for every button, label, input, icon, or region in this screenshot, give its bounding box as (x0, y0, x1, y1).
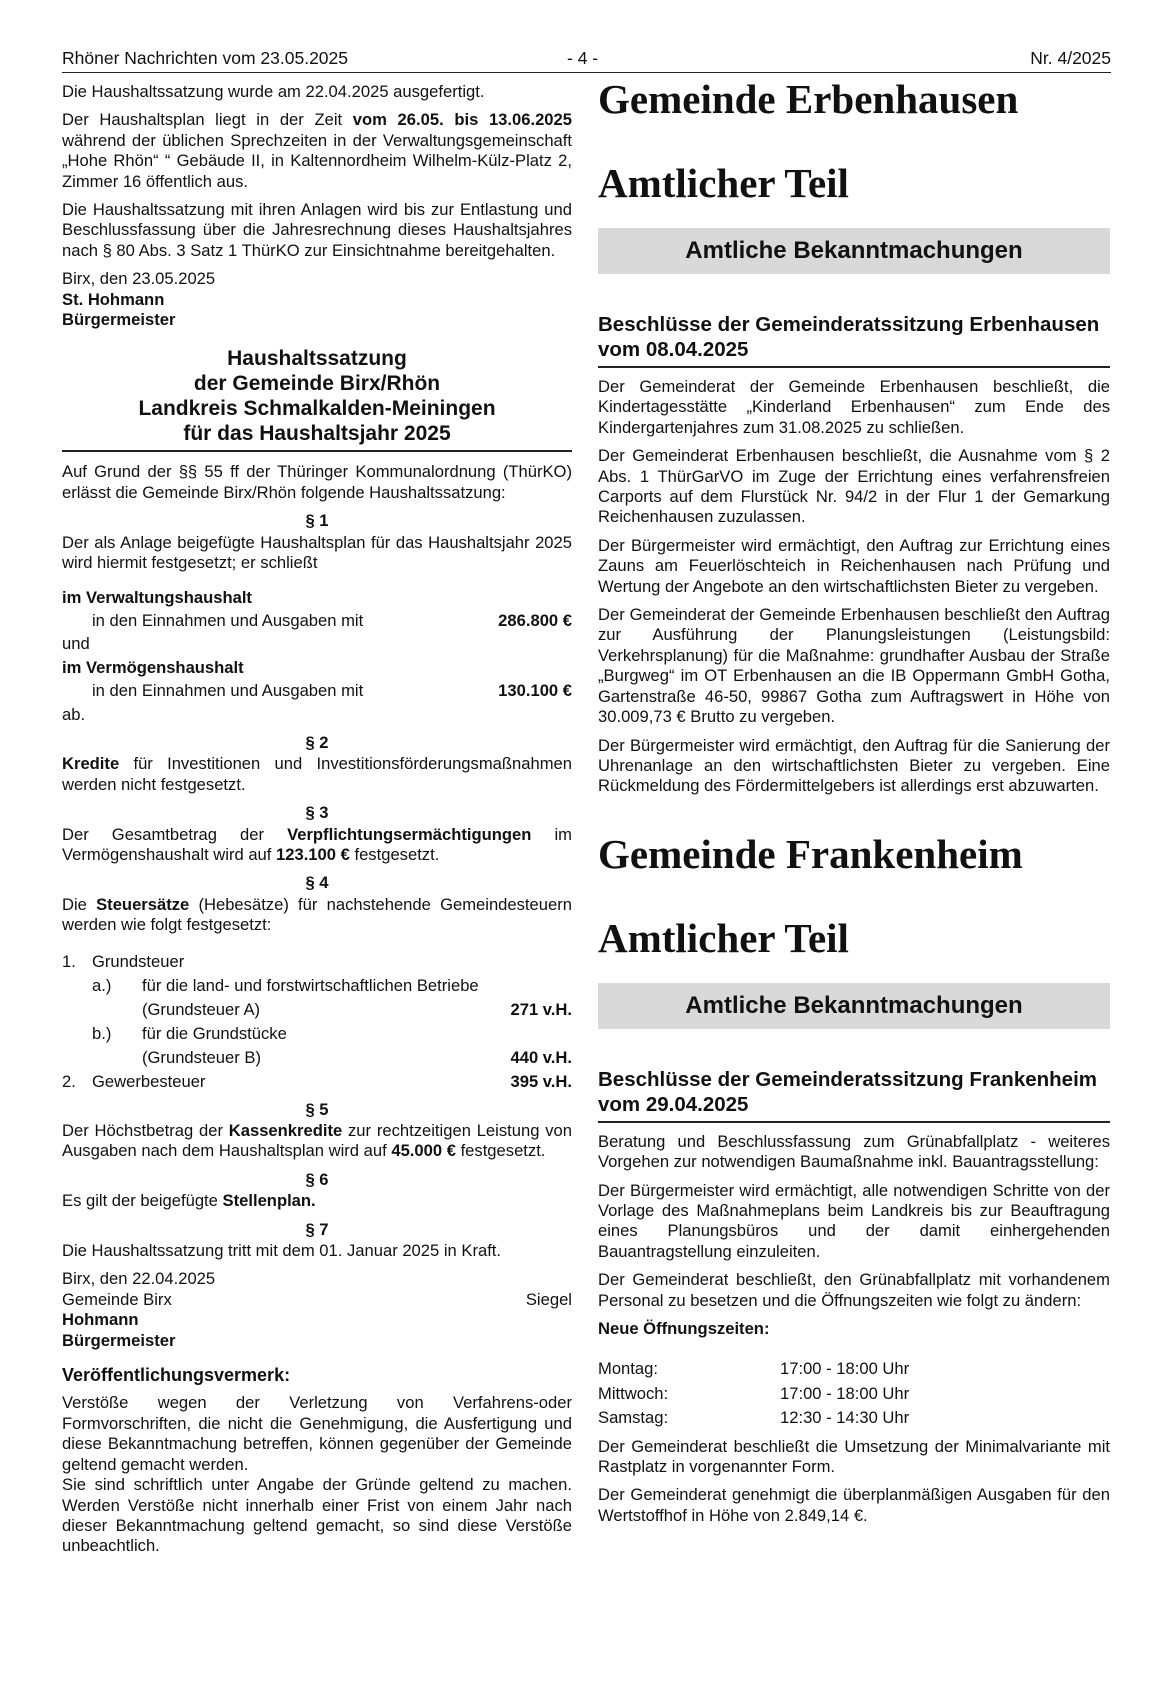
intro-paragraph: Auf Grund der §§ 55 ff der Thüringer Kommunalordnung (ThürKO) erlässt die Gemeinde Birx/Rhön folgende Haushaltssatzung: (62, 462, 572, 502)
paragraph: Die Haushaltssatzung tritt mit dem 01. Januar 2025 in Kraft. (62, 1241, 502, 1261)
right-column (598, 76, 1110, 1534)
signature-role: Bürgermeister (62, 1330, 176, 1350)
tax-rate: 395 v.H. (510, 1071, 572, 1091)
budget-amount: 286.800 € (498, 610, 572, 630)
paragraph: Die Haushaltssatzung mit ihren Anlagen wird bis zur Entlastung und Beschlussfassung über die Jahresrechnung dieses Haushaltsjahres nach § 80 Abs. 3 Satz 1 ThürKO zur Einsichtnahme bereitgehalten. (62, 200, 572, 260)
announcements-band: Amtliche Bekanntmachungen (598, 983, 1110, 1029)
section-number: § 2 (305, 732, 329, 752)
weekday: Montag: (598, 1359, 658, 1379)
document-title: Haushaltssatzung der Gemeinde Birx/Rhön Landkreis Schmalkalden-Meiningen für das Haushaltsjahr 2025 (62, 346, 572, 452)
signature-block (62, 1269, 572, 1351)
connector-text: und (62, 634, 90, 654)
tax-rates-list (62, 952, 572, 1096)
paragraph: Der Gemeinderat beschließt, den Grünabfallplatz mit vorhandenem Personal zu besetzen und die Öffnungszeiten wie folgt zu ändern: (598, 1270, 1110, 1310)
section-number: § 3 (305, 803, 329, 823)
section-number: § 4 (305, 873, 329, 893)
budget-heading: im Verwaltungshaushalt (62, 587, 252, 607)
tax-rate: 440 v.H. (510, 1047, 572, 1067)
paragraph: Der Bürgermeister wird ermächtigt, alle notwendigen Schritte von der Vorlage des Maßnahmeplans beim Landkreis bis zur Beauftragung eines Planungsbüros und der damit einhergehenden Bauantragstellung einzuleiten. (598, 1180, 1110, 1261)
signature-block (62, 269, 572, 330)
paragraph: Der Gemeinderat Erbenhausen beschließt, die Ausnahme vom § 2 Abs. 1 ThürGarVO im Zuge der Errichtung eines verfahrensfreien Carports auf dem Flurstück Nr. 94/2 in der Flur 1 der Gemarkung Reichenhausen zuzulassen. (598, 446, 1110, 527)
signature-place-date: Birx, den 22.04.2025 (62, 1269, 216, 1289)
paragraph: Kredite für Investitionen und Investitionsförderungsmaßnahmen werden nicht festgesetzt. (62, 754, 572, 794)
connector-text: ab. (62, 704, 86, 724)
opening-hours-table (598, 1359, 1110, 1428)
resolutions-heading: Beschlüsse der Gemeinderatssitzung Frankenheim vom 29.04.2025 (598, 1067, 1110, 1123)
signature-role: Bürgermeister (62, 310, 176, 330)
publication-note: Verstöße wegen der Verletzung von Verfahrens-oder Formvorschriften, die nicht die Genehmigung, die Ausfertigung und diese Bekanntmachung betreffen, können gegenüber der Gemeinde geltend gemacht werden. Sie sind schriftlich unter Angabe der Gründe geltend zu machen. Werden Verstöße nicht innerhalb einer Frist von einem Jahr nach dieser Bekanntmachung geltend gemacht, so sind diese Verstöße unbeachtlich. (62, 1393, 572, 1556)
budget-amount: 130.100 € (498, 681, 572, 701)
time-range: 17:00 - 18:00 Uhr (780, 1359, 910, 1379)
opening-hours-heading: Neue Öffnungszeiten: (598, 1318, 770, 1338)
list-item: 2. Gewerbesteuer 395 v.H. (62, 1071, 572, 1091)
paragraph: Beratung und Beschlussfassung zum Grünabfallplatz - weiteres Vorgehen zur notwendigen Baumaßnahme inkl. Bauantragsstellung: (598, 1131, 1110, 1172)
seal-label: Siegel (525, 1289, 572, 1309)
weekday: Samstag: (598, 1408, 669, 1428)
header-page-number: - 4 - (567, 48, 599, 68)
section-number: § 7 (305, 1219, 329, 1239)
budget-row: in den Einnahmen und Ausgaben mit 130.100 € (92, 681, 572, 701)
paragraph: Der Gesamtbetrag der Verpflichtungsermächtigungen im Vermögenshaushalt wird auf 123.100 € festgesetzt. (62, 824, 572, 864)
weekday: Mittwoch: (598, 1383, 669, 1403)
left-column (62, 82, 572, 1557)
paragraph: Der Höchstbetrag der Kassenkredite zur rechtzeitigen Leistung von Ausgaben nach dem Haushaltsplan wird auf 45.000 € festgesetzt. (62, 1121, 572, 1161)
budget-row: in den Einnahmen und Ausgaben mit 286.800 € (92, 610, 572, 630)
announcements-band: Amtliche Bekanntmachungen (598, 228, 1110, 274)
header-publication: Rhöner Nachrichten vom 23.05.2025 (62, 48, 349, 68)
paragraph: Der Gemeinderat genehmigt die überplanmäßigen Ausgaben für den Wertstoffhof in Höhe von 2.849,14 €. (598, 1485, 1110, 1525)
paragraph: Die Haushaltssatzung wurde am 22.04.2025 ausgefertigt. (62, 82, 485, 101)
signature-place-date: Birx, den 23.05.2025 (62, 269, 216, 289)
municipality-title: Gemeinde Frankenheim (598, 830, 1023, 877)
section-title: Amtlicher Teil (598, 914, 849, 961)
paragraph: Der Gemeinderat beschließt die Umsetzung der Minimalvariante mit Rastplatz in vorgenannter Form. (598, 1436, 1110, 1476)
section-number: § 1 (305, 511, 329, 531)
publication-note-heading: Veröffentlichungsvermerk: (62, 1365, 291, 1386)
list-item: 1. Grundsteuer (62, 951, 185, 971)
budget-heading: im Vermögenshaushalt (62, 657, 244, 677)
resolutions-heading: Beschlüsse der Gemeinderatssitzung Erbenhausen vom 08.04.2025 (598, 312, 1110, 368)
list-item: a.) für die land- und forstwirtschaftlichen Betriebe (92, 975, 479, 995)
section-number: § 5 (305, 1099, 329, 1119)
paragraph: Es gilt der beigefügte Stellenplan. (62, 1191, 316, 1211)
header-issue-number: Nr. 4/2025 (1030, 48, 1111, 68)
paragraph: Der Gemeinderat der Gemeinde Erbenhausen beschließt den Auftrag zur Ausführung der Planungsleistungen (Leistungsbild: Verkehrsplanung) für die Maßnahme: grundhafter Ausbau der Straße „Burgweg“ im OT Erbenhausen an die IB Oppermann GmbH Gotha, Gartenstraße 46-50, 99867 Gotha zum Auftragswert in Höhe von 30.009,73 € Brutto zu vergeben. (598, 605, 1110, 727)
signature-name: St. Hohmann (62, 289, 165, 309)
time-range: 12:30 - 14:30 Uhr (780, 1408, 910, 1428)
time-range: 17:00 - 18:00 Uhr (780, 1383, 910, 1403)
signature-organisation: Gemeinde Birx (62, 1289, 172, 1309)
paragraph: Die Steuersätze (Hebesätze) für nachstehende Gemeindesteuern werden wie folgt festgesetzt: (62, 894, 572, 935)
section-title: Amtlicher Teil (598, 160, 849, 206)
paragraph: Der Gemeinderat der Gemeinde Erbenhausen beschließt, die Kindertagesstätte „Kinderland Erbenhausen“ zum Ende des Kindergartenjahres zum 31.08.2025 zu schließen. (598, 377, 1110, 437)
page-header (62, 48, 1111, 73)
signature-name: Hohmann (62, 1310, 139, 1330)
paragraph: Der Bürgermeister wird ermächtigt, den Auftrag für die Sanierung der Uhrenanlage an den wirtschaftlichsten Bieter zu vergeben. Eine Rückmeldung des Fördermittelgebers ist allerdings erst abzuwarten. (598, 735, 1110, 796)
paragraph: Der Haushaltsplan liegt in der Zeit vom 26.05. bis 13.06.2025 während der üblichen Sprechzeiten in der Verwaltungsgemeinschaft „Hohe Rhön“ “ Gebäude II, in Kaltennordheim Wilhelm-Külz-Platz 2, Zimmer 16 öffentlich aus. (62, 110, 572, 191)
municipality-title: Gemeinde Erbenhausen (598, 76, 1019, 122)
paragraph: Der Bürgermeister wird ermächtigt, den Auftrag zur Errichtung eines Zauns am Feuerlöschteich in Reichenhausen nach Prüfung und Wertung der Angebote an den wirtschaftlichsten Bieter zu vergeben. (598, 535, 1110, 596)
list-item: b.) für die Grundstücke (92, 1023, 287, 1043)
paragraph: Der als Anlage beigefügte Haushaltsplan für das Haushaltsjahr 2025 wird hiermit festgesetzt; er schließt (62, 532, 572, 573)
list-item: (Grundsteuer A) 271 v.H. (142, 999, 572, 1019)
list-item: (Grundsteuer B) 440 v.H. (142, 1047, 572, 1067)
tax-rate: 271 v.H. (510, 999, 572, 1019)
section-number: § 6 (305, 1169, 329, 1189)
